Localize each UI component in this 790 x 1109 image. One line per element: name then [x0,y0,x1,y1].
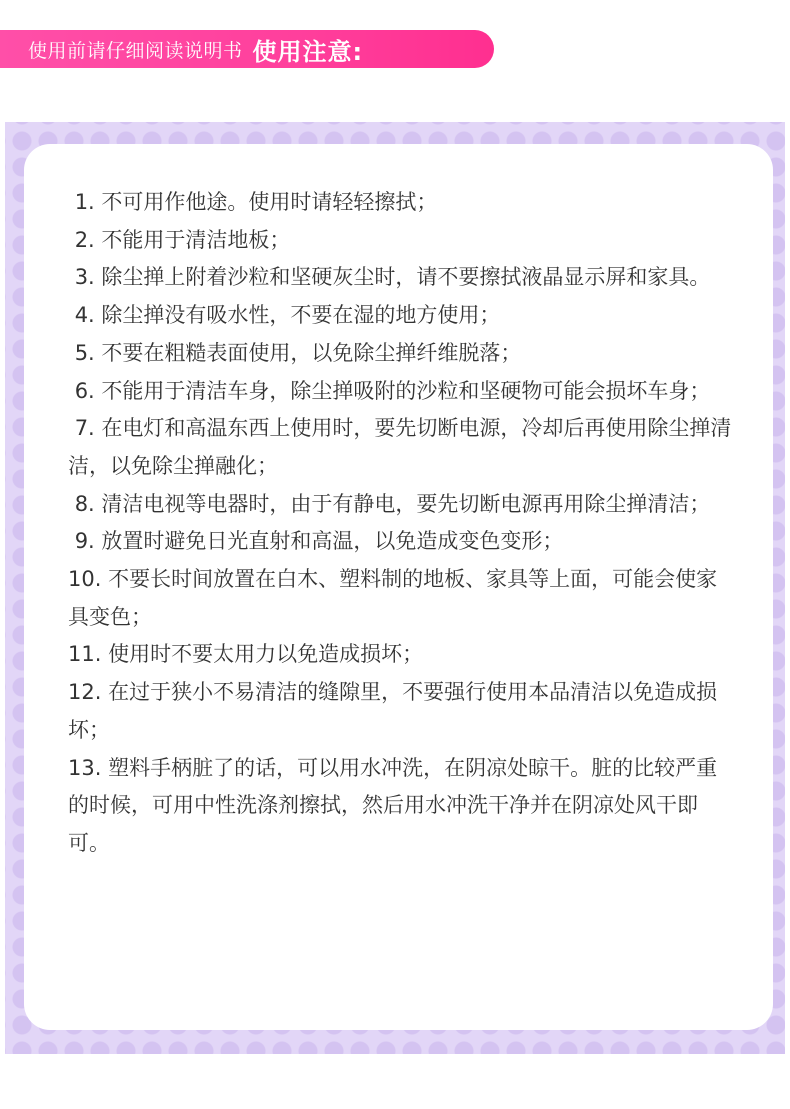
instruction-item-2: 2. 不能用于清洁地板； [68,227,291,252]
instruction-item-1: 1. 不可用作他途。使用时请轻轻擦拭； [68,190,438,214]
instruction-item-5: 5. 不要在粗糙表面使用，以免除尘掸纤维脱落； [68,340,522,365]
instruction-item-11: 11. 使用时不要太用力以免造成损坏； [68,642,424,667]
instructions-list [68,184,734,863]
instruction-item-9: 9. 放置时避免日光直射和高温，以免造成变色变形； [68,529,564,554]
instruction-item-3: 3. 除尘掸上附着沙粒和坚硬灰尘时，请不要擦拭液晶显示屏和家具。 [68,265,711,290]
instruction-item-7: 7. 在电灯和高温东西上使用时，要先切断电源，冷却后再使用除尘掸清洁，以免除尘掸融化； [68,416,732,478]
instruction-item-10: 10. 不要长时间放置在白木、塑料制的地板、家具等上面，可能会使家具变色； [68,567,718,629]
instruction-item-4: 4. 除尘掸没有吸水性，不要在湿的地方使用； [68,303,501,328]
instruction-item-13: 13. 塑料手柄脏了的话，可以用水冲洗，在阴凉处晾干。脏的比较严重的时候，可用中性洗涤剂擦拭，然后用水冲洗干净并在阴凉处风干即可。 [68,755,718,855]
header-banner [0,30,494,68]
instruction-item-8: 8. 清洁电视等电器时，由于有静电，要先切断电源再用除尘掸清洁； [68,491,711,516]
header-title: 使用注意: [252,37,364,66]
instruction-item-12: 12. 在过于狭小不易清洁的缝隙里，不要强行使用本品清洁以免造成损坏； [68,680,718,742]
instruction-item-6: 6. 不能用于清洁车身，除尘掸吸附的沙粒和坚硬物可能会损坏车身； [68,378,711,403]
header-subtitle: 使用前请仔细阅读说明书 [28,39,243,62]
instructions-card [24,144,773,1030]
